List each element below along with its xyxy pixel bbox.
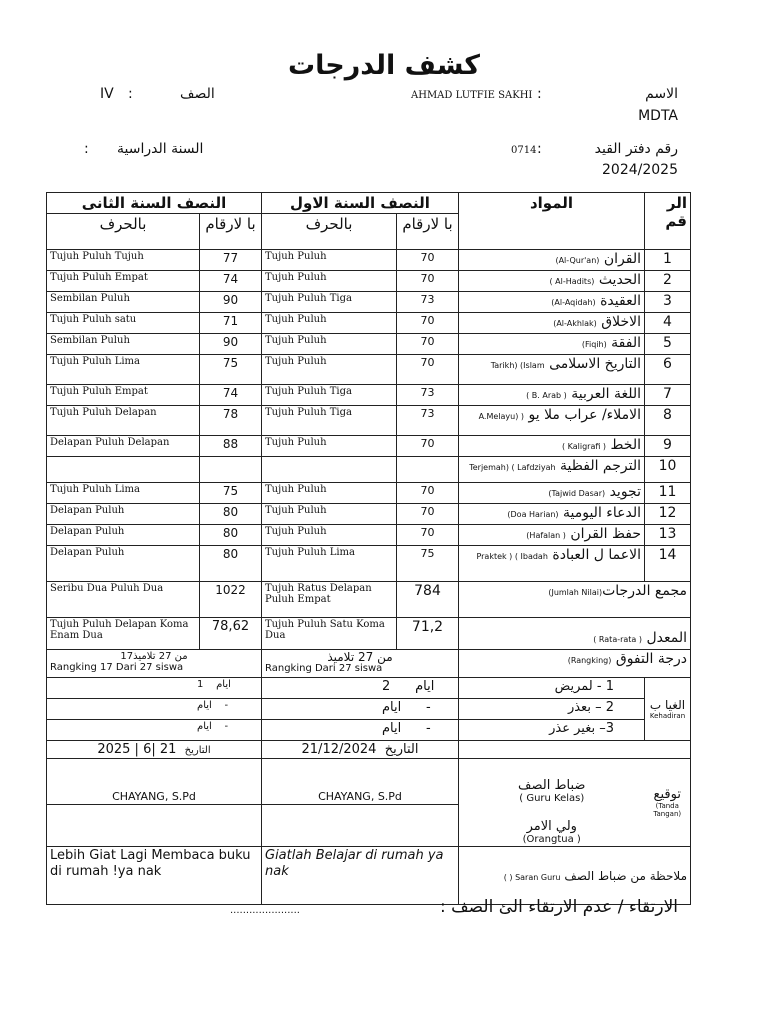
avg-label: المعدل ( Rata-rata ) (459, 618, 691, 650)
sem2-score: 74 (200, 385, 262, 406)
name-sep: : (537, 86, 542, 102)
student-name: AHMAD LUTFIE SAKHI (411, 90, 533, 101)
sem1-digits-header: با لارقام (397, 214, 459, 250)
sem1-words: Tujuh Puluh (262, 271, 397, 292)
sem2-letters-header: بالحرف (47, 214, 200, 250)
total-sem1-words: Tujuh Ratus Delapan Puluh Empat (262, 582, 397, 618)
absence-label: الغيا ب Kehadiran (645, 678, 691, 741)
rank-sem2: 17من 27 تلاميذ Rangking 17 Dari 27 siswa (47, 650, 262, 678)
sem2-score: 90 (200, 292, 262, 313)
subject-number: 1 (645, 250, 691, 271)
avg-sem1-words: Tujuh Puluh Satu Koma Dua (262, 618, 397, 650)
sem2-score: 75 (200, 355, 262, 385)
sem2-score: 80 (200, 504, 262, 525)
table-row (47, 457, 691, 483)
table-row (47, 436, 691, 457)
sem2-score: 90 (200, 334, 262, 355)
sem1-words: Tujuh Puluh Tiga (262, 406, 397, 436)
sem1-score: 70 (397, 504, 459, 525)
avg-sem2-words: Tujuh Puluh Delapan Koma Enam Dua (47, 618, 200, 650)
sem2-words: Tujuh Puluh Empat (47, 271, 200, 292)
sem2-words: Sembilan Puluh (47, 334, 200, 355)
sem1-score: 70 (397, 355, 459, 385)
absence-sem1: ايام - (262, 699, 459, 720)
table-row (47, 385, 691, 406)
subject-name: الدعاء اليومية (Doa Harian) (459, 504, 645, 525)
sem2-words: Delapan Puluh (47, 525, 200, 546)
sem2-score: 77 (200, 250, 262, 271)
table-row (47, 334, 691, 355)
subject-name: العقيدة (Al-Aqidah) (459, 292, 645, 313)
subject-name: الترجم الفظية Terjemah) ( Lafdziyah (459, 457, 645, 483)
absence-row (47, 720, 691, 741)
teacher-sign-sem1: CHAYANG, S.Pd (262, 759, 459, 805)
sem2-score (200, 457, 262, 483)
sem1-score: 70 (397, 313, 459, 334)
sem2-score: 80 (200, 546, 262, 582)
sem2-words: Tujuh Puluh Delapan (47, 406, 200, 436)
sem1-words: Tujuh Puluh (262, 504, 397, 525)
subject-name: الاملاء/ عراب ملا يو ( (A.Melayu (459, 406, 645, 436)
sem1-words: Tujuh Puluh (262, 250, 397, 271)
absence-row (47, 678, 691, 699)
rank-sem1: من 27 تلاميذ Rangking Dari 27 siswa (262, 650, 459, 678)
absence-reason: 1 - لمريض (459, 678, 645, 699)
sem2-score: 88 (200, 436, 262, 457)
sem1-score (397, 457, 459, 483)
no-header: الر قم (645, 193, 691, 250)
subject-name: الحديث (Al-Hadits ) (459, 271, 645, 292)
total-sem2-words: Seribu Dua Puluh Dua (47, 582, 200, 618)
reg-sep: : (537, 141, 542, 157)
sem1-score: 70 (397, 250, 459, 271)
sem2-words: Sembilan Puluh (47, 292, 200, 313)
note-label: ملاحظة من ضباط الصف Saran Guru ( ) (459, 847, 691, 905)
class-value: IV (100, 86, 114, 102)
table-row (47, 525, 691, 546)
reg-value: 0714 (511, 145, 537, 156)
promotion-line: الارتقاء / عدم الارتقاء الئ الصف : (439, 897, 678, 917)
sem1-words: Tujuh Puluh Tiga (262, 292, 397, 313)
absence-reason: 3– بغير عذر (459, 720, 645, 741)
teacher-sign-label: ضباط الصف ( Guru Kelas) (459, 759, 645, 805)
sem2-words: Delapan Puluh (47, 546, 200, 582)
sem1-score: 73 (397, 406, 459, 436)
sem2-words: Tujuh Puluh satu (47, 313, 200, 334)
sem2-words: Tujuh Puluh Lima (47, 483, 200, 504)
absence-reason: 2 – بعذر (459, 699, 645, 720)
table-row (47, 271, 691, 292)
sem1-words: Tujuh Puluh (262, 525, 397, 546)
avg-sem1-value: 71,2 (397, 618, 459, 650)
class-sep: : (128, 86, 133, 102)
sem1-words: Tujuh Puluh (262, 313, 397, 334)
sem2-score: 80 (200, 525, 262, 546)
avg-sem2-value: 78,62 (200, 618, 262, 650)
sem1-score: 70 (397, 436, 459, 457)
sem2-words (47, 457, 200, 483)
subject-header: المواد (459, 193, 645, 250)
sem2-words: Delapan Puluh (47, 504, 200, 525)
subject-name: الاعما ل العبادة Praktek ) ( Ibadah (459, 546, 645, 582)
sem1-words: Tujuh Puluh (262, 355, 397, 385)
note-sem1: Giatlah Belajar di rumah ya nak (262, 847, 459, 905)
subject-number: 6 (645, 355, 691, 385)
subject-number: 7 (645, 385, 691, 406)
sem1-score: 70 (397, 525, 459, 546)
sem1-words: Tujuh Puluh Lima (262, 546, 397, 582)
subject-number: 3 (645, 292, 691, 313)
total-label: مجمع الدرجات(Jumlah Nilai) (459, 582, 691, 618)
year-label: السنة الدراسية (117, 141, 204, 157)
teacher-sign-sem2: CHAYANG, S.Pd (47, 759, 262, 805)
absence-sem1: ايام 2 (262, 678, 459, 699)
sem1-words (262, 457, 397, 483)
sem1-score: 75 (397, 546, 459, 582)
total-sem1-value: 784 (397, 582, 459, 618)
absence-sem1: ايام - (262, 720, 459, 741)
table-row (47, 292, 691, 313)
sem2-words: Tujuh Puluh Tujuh (47, 250, 200, 271)
rank-label: درجة التفوق (Rangking) (459, 650, 691, 678)
subject-name: الفقة (Fiqih) (459, 334, 645, 355)
table-row (47, 406, 691, 436)
subject-number: 9 (645, 436, 691, 457)
absence-sem2: ايام - (47, 720, 262, 741)
sem1-score: 70 (397, 483, 459, 504)
page-title: كشف الدرجات (288, 50, 480, 81)
subject-name: تجويد (Tajwid Dasar) (459, 483, 645, 504)
sem2-score: 75 (200, 483, 262, 504)
school-name: MDTA (638, 108, 678, 124)
subject-number: 10 (645, 457, 691, 483)
year-value: 2024/2025 (602, 162, 678, 178)
grades-table (46, 192, 691, 905)
subject-name: اللغة العربية ( B. Arab ) (459, 385, 645, 406)
subject-name: الخط ( Kaligrafi ) (459, 436, 645, 457)
parent-sign-label: ولي الامر (Orangtua ) (459, 805, 645, 847)
sign-label: توقيع (Tanda Tangan) (645, 759, 691, 847)
sem2-words: Delapan Puluh Delapan (47, 436, 200, 457)
subject-number: 14 (645, 546, 691, 582)
sem1-words: Tujuh Puluh (262, 334, 397, 355)
sem2-header: النصف السنة الثانى (47, 193, 262, 214)
table-row (47, 504, 691, 525)
note-sem2: Lebih Giat Lagi Membaca buku di rumah !ya nak (47, 847, 262, 905)
sem2-words: Tujuh Puluh Lima (47, 355, 200, 385)
sem1-score: 73 (397, 385, 459, 406)
class-label: الصف (180, 86, 215, 102)
subject-number: 13 (645, 525, 691, 546)
year-sep: : (84, 141, 89, 157)
table-row (47, 250, 691, 271)
subject-number: 5 (645, 334, 691, 355)
sem1-score: 73 (397, 292, 459, 313)
date-sem2: 2025 | 6| 21 التاريخ (47, 741, 262, 759)
subject-number: 8 (645, 406, 691, 436)
absence-sem2: ايام 1 (47, 678, 262, 699)
subject-number: 2 (645, 271, 691, 292)
sem2-words: Tujuh Puluh Empat (47, 385, 200, 406)
table-row (47, 483, 691, 504)
reg-label: رقم دفتر القيد (594, 141, 678, 157)
promotion-class-blank: ...................... (230, 905, 300, 916)
subject-number: 11 (645, 483, 691, 504)
subject-name: الاخلاق (Al-Akhlak) (459, 313, 645, 334)
date-sem1: 21/12/2024 التاريخ (262, 741, 459, 759)
sem1-words: Tujuh Puluh Tiga (262, 385, 397, 406)
subject-name: التاريخ الاسلامى Tarikh) (Islam (459, 355, 645, 385)
sem1-letters-header: بالحرف (262, 214, 397, 250)
name-label: الاسم (645, 86, 678, 102)
subject-number: 12 (645, 504, 691, 525)
sem2-score: 71 (200, 313, 262, 334)
sem2-score: 74 (200, 271, 262, 292)
absence-row (47, 699, 691, 720)
sem2-digits-header: با لارقام (200, 214, 262, 250)
sem1-words: Tujuh Puluh (262, 436, 397, 457)
total-sem2-value: 1022 (200, 582, 262, 618)
absence-sem2: ايام - (47, 699, 262, 720)
subject-name: حفظ القران ( Hafalan) (459, 525, 645, 546)
table-row (47, 313, 691, 334)
sem2-score: 78 (200, 406, 262, 436)
sem1-score: 70 (397, 334, 459, 355)
subject-number: 4 (645, 313, 691, 334)
table-row (47, 355, 691, 385)
sem1-header: النصف السنة الاول (262, 193, 459, 214)
sem1-words: Tujuh Puluh (262, 483, 397, 504)
subject-name: القران (Al-Qur'an) (459, 250, 645, 271)
table-row (47, 546, 691, 582)
sem1-score: 70 (397, 271, 459, 292)
